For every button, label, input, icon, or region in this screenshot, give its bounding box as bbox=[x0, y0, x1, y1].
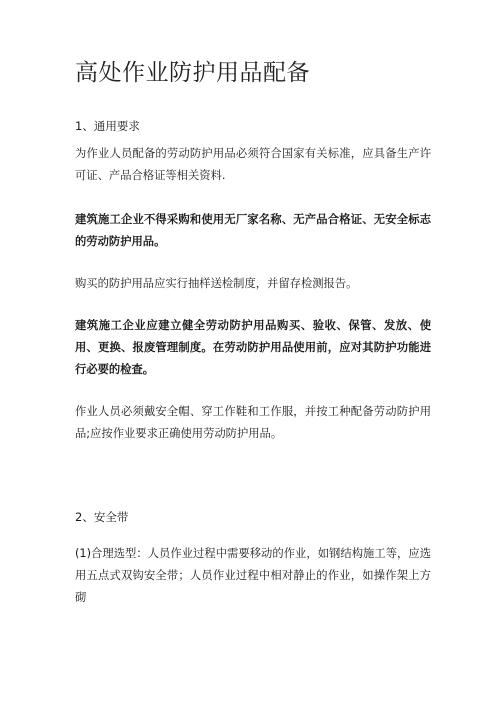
paragraph-management-system: 建筑施工企业应建立健全劳动防护用品购买、验收、保管、发放、使用、更换、报废管理制度。在劳动防护用品使用前，应对其防护功能进行必要的检查。 bbox=[75, 319, 431, 376]
paragraph-procurement-ban: 建筑施工企业不得采购和使用无厂家名称、无产品合格证、无安全标志的劳动防护用品。 bbox=[75, 213, 431, 248]
paragraph-safety-belt-selection: (1)合理选型：人员作业过程中需要移动的作业，如钢结构施工等，应选用五点式双钩安全带；人员作业过程中相对静止的作业，如操作架上方砌 bbox=[75, 547, 431, 604]
paragraph-standards-compliance: 为作业人员配备的劳动防护用品必须符合国家有关标准，应具备生产许可证、产品合格证等相关资料. bbox=[75, 147, 431, 182]
section-heading-general-requirements: 1、通用要求 bbox=[75, 119, 140, 133]
paragraph-worker-equipment: 作业人员必须戴安全帽、穿工作鞋和工作服，并按工种配备劳动防护用品;应按作业要求正确使用劳动防护用品。 bbox=[75, 405, 431, 440]
section-heading-safety-belt: 2、安全带 bbox=[75, 510, 129, 524]
document-title: 高处作业防护用品配备 bbox=[75, 60, 310, 86]
paragraph-sampling-inspection: 购买的防护用品应实行抽样送检制度，并留存检测报告。 bbox=[75, 277, 358, 290]
